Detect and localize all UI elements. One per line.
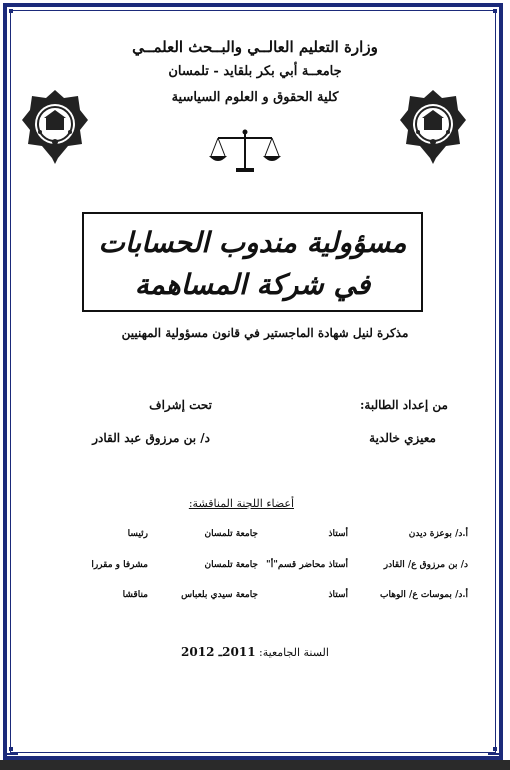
- academic-year-label: السنة الجامعية:: [259, 646, 329, 659]
- member-university: جامعة تلمسان: [204, 560, 258, 570]
- supervisor-name: د/ بن مرزوق عبد القادر: [92, 431, 210, 445]
- corner-ornament-icon: [486, 740, 502, 756]
- scales-of-justice-icon: [208, 128, 282, 176]
- academic-year-value: 2011ـ 2012: [181, 645, 256, 659]
- committee-member-row: [0, 560, 510, 576]
- thesis-title-box: [82, 212, 423, 312]
- member-name: د/ بن مرزوق ع/ القادر: [383, 560, 468, 570]
- member-name: أ.د/ بوعزة ديدن: [408, 529, 468, 539]
- university-emblem-icon: [20, 88, 90, 166]
- member-university: جامعة تلمسان: [204, 529, 258, 539]
- thesis-title-line-2: في شركة المساهمة: [134, 268, 371, 301]
- student-name: معيزي خالدية: [369, 431, 436, 445]
- academic-year: [180, 645, 330, 659]
- member-role: مشرفا و مقررا: [91, 560, 148, 570]
- committee-heading: أعضاء اللجنة المناقشة:: [188, 497, 294, 510]
- page-bottom-edge: [0, 760, 510, 770]
- member-university: جامعة سيدي بلعباس: [181, 590, 258, 600]
- corner-ornament-icon: [486, 4, 502, 20]
- member-role: مناقشا: [122, 590, 148, 600]
- faculty-heading: كلية الحقوق و العلوم السياسية: [171, 90, 339, 105]
- member-name: أ.د/ بموسات ع/ الوهاب: [380, 590, 468, 600]
- corner-ornament-icon: [4, 740, 20, 756]
- prepared-by-label: من إعداد الطالبة:: [359, 398, 448, 412]
- committee-member-row: [0, 590, 510, 606]
- thesis-subtitle: مذكرة لنيل شهادة الماجستير في قانون مسؤولية المهنيين: [121, 326, 409, 340]
- member-role: رئيسا: [127, 529, 148, 539]
- member-rank: أستاذ: [328, 590, 348, 600]
- corner-ornament-icon: [4, 4, 20, 20]
- university-emblem-icon: [398, 88, 468, 166]
- committee-member-row: [0, 529, 510, 545]
- supervision-label: تحت إشراف: [149, 398, 212, 412]
- thesis-title-line-1: مسؤولية مندوب الحسابات: [98, 226, 407, 259]
- member-rank: أستاذ: [328, 529, 348, 539]
- university-heading: جامعــة أبي بكر بلقايد - تلمسان: [168, 64, 342, 79]
- ministry-heading: وزارة التعليم العالــي والبــحث العلمــي: [132, 38, 378, 56]
- member-rank: أستاذ محاضر قسم"أ": [266, 560, 348, 570]
